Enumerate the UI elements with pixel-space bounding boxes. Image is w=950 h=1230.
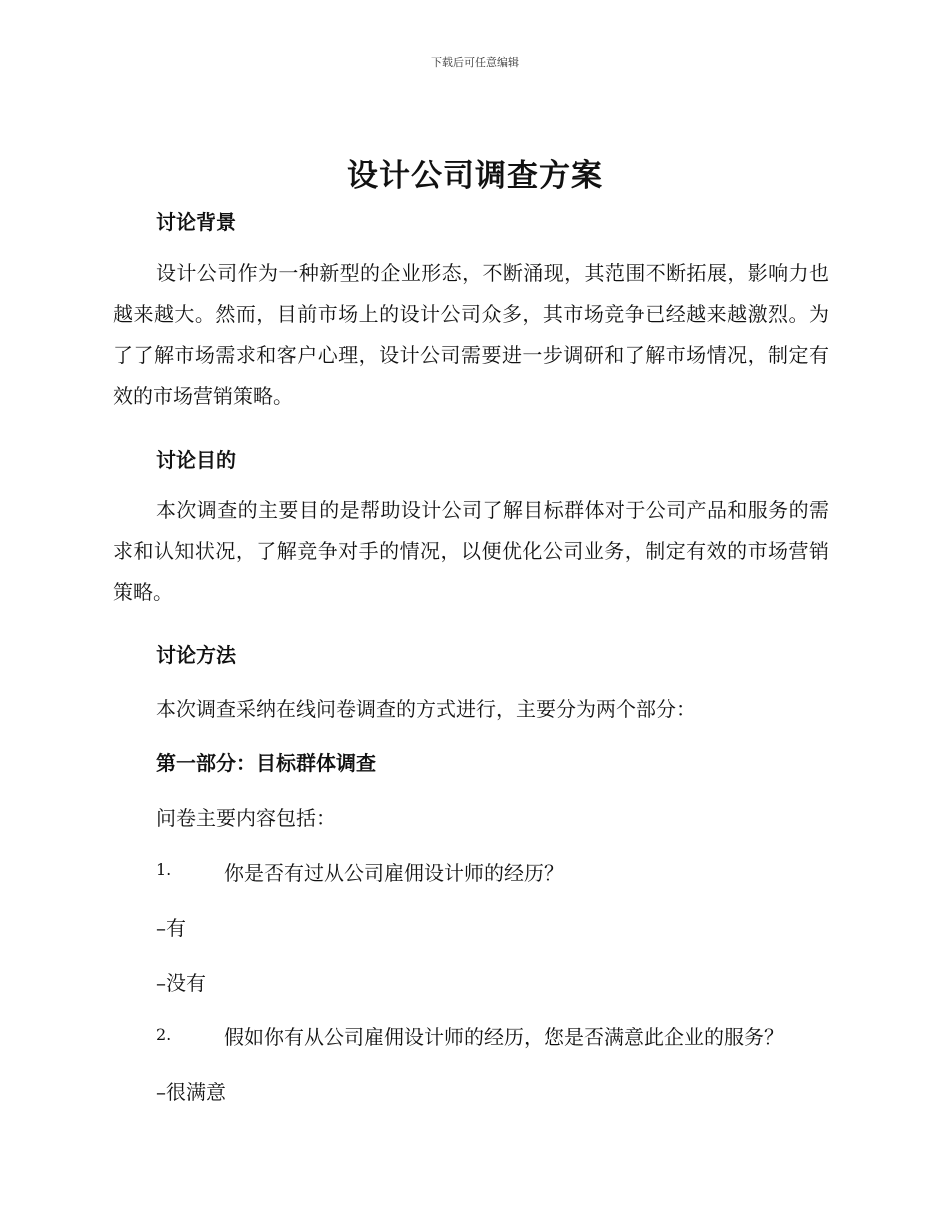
section-heading-purpose: 讨论目的 (156, 448, 236, 472)
question-number: 1. (156, 860, 172, 879)
answer-option: –有 (156, 916, 186, 940)
part1-heading: 第一部分：目标群体调查 (156, 751, 376, 775)
paragraph-purpose: 本次调查的主要目的是帮助设计公司了解目标群体对于公司产品和服务的需求和认知状况，了解竞争对手的情况，以便优化公司业务，制定有效的市场营销策略。 (113, 498, 829, 604)
document-title: 设计公司调查方案 (347, 158, 603, 194)
paragraph-background: 设计公司作为一种新型的企业形态，不断涌现，其范围不断拓展，影响力也越来越大。然而，目前市场上的设计公司众多，其市场竞争已经越来越激烈。为了了解市场需求和客户心理，设计公司需要进一步调研和了解市场情况，制定有效的市场营销策略。 (113, 261, 829, 408)
answer-option: –很满意 (156, 1080, 226, 1104)
questionnaire-intro-text: 问卷主要内容包括： (156, 806, 336, 830)
question-number: 2. (156, 1025, 172, 1044)
question-text: 假如你有从公司雇佣设计师的经历，您是否满意此企业的服务？ (224, 1025, 784, 1049)
method-intro-text: 本次调查采纳在线问卷调查的方式进行，主要分为两个部分： (156, 697, 696, 721)
section-heading-background: 讨论背景 (156, 210, 236, 234)
page-header-note: 下载后可任意编辑 (431, 56, 519, 69)
question-text: 你是否有过从公司雇佣设计师的经历？ (224, 861, 564, 885)
answer-option: –没有 (156, 971, 206, 995)
section-heading-method: 讨论方法 (156, 643, 236, 667)
